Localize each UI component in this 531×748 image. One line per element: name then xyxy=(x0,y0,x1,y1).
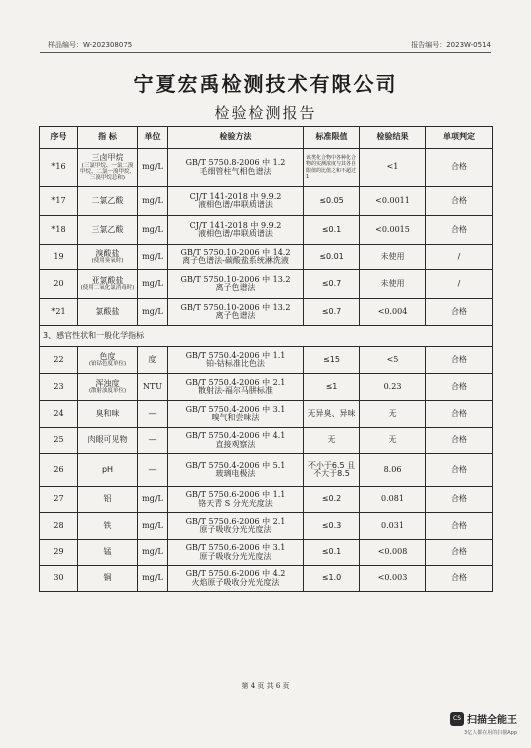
limit-cell: ≤0.1 xyxy=(304,216,360,245)
unit-cell: mg/L xyxy=(138,487,168,513)
method-cell xyxy=(168,187,304,216)
result-cell: <5 xyxy=(360,347,426,374)
method-standard: CJ/T 141-2018 中 9.9.2 xyxy=(189,220,282,230)
judgement-cell: 合格 xyxy=(426,216,493,245)
indicator-cell xyxy=(78,374,138,401)
table-row xyxy=(40,454,493,487)
indicator-name: pH xyxy=(101,464,114,474)
indicator-name: 锰 xyxy=(103,547,112,557)
judgement-cell: 合格 xyxy=(426,454,493,487)
indicator-name: 溴酸盐 xyxy=(95,248,120,258)
limit-cell: ≤1.0 xyxy=(304,566,360,592)
indicator-cell xyxy=(78,454,138,487)
method-name: 液相色谱/串联质谱法 xyxy=(198,229,273,238)
result-cell: <0.003 xyxy=(360,566,426,592)
col-no: 序号 xyxy=(40,127,78,149)
limit-cell: 该类化合物中各种化合物的实测浓度与其各自限值的比值之和不超过 1 xyxy=(304,149,360,187)
indicator-name: 三氯乙酸 xyxy=(91,224,124,234)
scanner-watermark xyxy=(450,708,517,736)
report-number: 报告编号：2023W-0514 xyxy=(411,41,491,49)
row-number: 30 xyxy=(40,566,78,592)
indicator-name: 氯酸盐 xyxy=(95,306,120,316)
table-row xyxy=(40,401,493,428)
indicator-cell xyxy=(78,149,138,187)
method-cell xyxy=(168,566,304,592)
result-cell: 未使用 xyxy=(360,245,426,270)
unit-cell: mg/L xyxy=(138,299,168,326)
indicator-name: 臭和味 xyxy=(95,408,120,418)
unit-cell: mg/L xyxy=(138,245,168,270)
judgement-cell: 合格 xyxy=(426,401,493,428)
limit-cell: ≤0.01 xyxy=(304,245,360,270)
unit-cell: 度 xyxy=(138,347,168,374)
row-number: 23 xyxy=(40,374,78,401)
limit-cell: ≤0.7 xyxy=(304,299,360,326)
result-cell: <1 xyxy=(360,149,426,187)
method-name: 离子色谱法 xyxy=(215,283,256,292)
row-number: 27 xyxy=(40,487,78,513)
indicator-name: 亚氯酸盐 xyxy=(91,275,124,285)
table-row xyxy=(40,374,493,401)
judgement-cell: 合格 xyxy=(426,347,493,374)
col-indicator: 指 标 xyxy=(78,127,138,149)
method-cell xyxy=(168,401,304,428)
unit-cell: mg/L xyxy=(138,540,168,566)
indicator-name: 三卤甲烷 xyxy=(91,153,124,163)
method-cell xyxy=(168,216,304,245)
method-cell xyxy=(168,487,304,513)
unit-cell: mg/L xyxy=(138,216,168,245)
result-cell: <0.008 xyxy=(360,540,426,566)
method-standard: GB/T 5750.8-2006 中 1.2 xyxy=(185,158,286,168)
method-name: 铂-钴标准比色法 xyxy=(206,359,265,368)
row-number: 26 xyxy=(40,454,78,487)
judgement-cell: 合格 xyxy=(426,299,493,326)
unit-cell: — xyxy=(138,428,168,454)
result-cell: <0.0015 xyxy=(360,216,426,245)
sample-number: 样品编号：W-202308075 xyxy=(48,41,133,49)
limit-cell: ≤15 xyxy=(304,347,360,374)
row-number: 29 xyxy=(40,540,78,566)
method-cell xyxy=(168,513,304,540)
method-name: 铬天青 S 分光光度法 xyxy=(198,498,273,508)
indicator-cell xyxy=(78,401,138,428)
result-cell: 无 xyxy=(360,401,426,428)
method-name: 液相色谱/串联质谱法 xyxy=(198,200,273,209)
method-name: 火焰原子吸收分光光度法 xyxy=(191,577,280,587)
method-standard: GB/T 5750.6-2006 中 1.1 xyxy=(185,490,286,500)
table-row xyxy=(40,347,493,374)
indicator-cell xyxy=(78,187,138,216)
indicator-name: 色度 xyxy=(99,351,116,361)
row-number: 20 xyxy=(40,270,78,299)
unit-cell: mg/L xyxy=(138,187,168,216)
limit-cell: ≤1 xyxy=(304,374,360,401)
scanner-tagline: 3亿人都在用的扫描App xyxy=(464,730,517,736)
col-limit: 标准限值 xyxy=(304,127,360,149)
col-method: 检验方法 xyxy=(168,127,304,149)
limit-cell: ≤0.05 xyxy=(304,187,360,216)
indicator-cell xyxy=(78,270,138,299)
method-cell xyxy=(168,454,304,487)
indicator-note: (散射浊度单位) xyxy=(88,388,127,395)
row-number: 24 xyxy=(40,401,78,428)
scanner-logo-icon: CS xyxy=(450,712,464,726)
method-standard: GB/T 5750.4-2006 中 5.1 xyxy=(185,460,286,470)
judgement-cell: 合格 xyxy=(426,428,493,454)
method-name: 离子色谱法-碳酸盐系统淋洗液 xyxy=(182,256,289,265)
table-row xyxy=(40,299,493,326)
table-row xyxy=(40,566,493,592)
col-result: 检验结果 xyxy=(360,127,426,149)
result-cell: 无 xyxy=(360,428,426,454)
unit-cell: mg/L xyxy=(138,513,168,540)
col-judgement: 单项判定 xyxy=(426,127,493,149)
judgement-cell: 合格 xyxy=(426,149,493,187)
method-standard: GB/T 5750.4-2006 中 2.1 xyxy=(185,377,286,387)
indicator-note: (铂钴色度单位) xyxy=(88,361,127,368)
col-unit: 单位 xyxy=(138,127,168,149)
indicator-note: (使用二氧化氯消毒时) xyxy=(80,285,135,292)
method-name: 毛细管柱气相色谱法 xyxy=(199,166,272,176)
method-standard: GB/T 5750.4-2006 中 1.1 xyxy=(185,350,286,360)
method-cell xyxy=(168,428,304,454)
table-row xyxy=(40,540,493,566)
table-row xyxy=(40,187,493,216)
section-title: 3、感官性状和一般化学指标 xyxy=(40,326,493,347)
method-standard: GB/T 5750.6-2006 中 2.1 xyxy=(185,516,286,526)
unit-cell: NTU xyxy=(138,374,168,401)
method-standard: GB/T 5750.10-2006 中 13.2 xyxy=(180,302,291,312)
method-name: 嗅气和尝味法 xyxy=(211,413,260,422)
row-number: 22 xyxy=(40,347,78,374)
indicator-cell xyxy=(78,566,138,592)
page-footer: 第 4 页 共 6 页 xyxy=(241,682,290,690)
limit-cell: ≤0.2 xyxy=(304,487,360,513)
limit-cell: ≤0.3 xyxy=(304,513,360,540)
judgement-cell: 合格 xyxy=(426,513,493,540)
method-standard: GB/T 5750.10-2006 中 14.2 xyxy=(180,247,291,257)
indicator-cell xyxy=(78,513,138,540)
judgement-cell: 合格 xyxy=(426,374,493,401)
method-name: 散射法-福尔马肼标准 xyxy=(198,386,273,395)
indicator-name: 浑浊度 xyxy=(95,378,120,388)
table-row xyxy=(40,513,493,540)
table-row xyxy=(40,245,493,270)
results-table xyxy=(39,126,493,592)
judgement-cell: 合格 xyxy=(426,487,493,513)
limit-cell: 无 xyxy=(304,428,360,454)
result-cell: 0.23 xyxy=(360,374,426,401)
indicator-cell xyxy=(78,216,138,245)
indicator-name: 铁 xyxy=(103,520,112,530)
limit-cell: 不小于6.5 且不大于8.5 xyxy=(304,454,360,487)
method-name: 直接观察法 xyxy=(215,439,256,449)
row-number: 19 xyxy=(40,245,78,270)
section-row xyxy=(40,326,493,347)
company-name: 宁夏宏禹检测技术有限公司 xyxy=(133,72,398,96)
method-name: 离子色谱法 xyxy=(215,311,256,320)
row-number: 28 xyxy=(40,513,78,540)
method-cell xyxy=(168,540,304,566)
result-cell: <0.004 xyxy=(360,299,426,326)
unit-cell: mg/L xyxy=(138,566,168,592)
method-standard: GB/T 5750.10-2006 中 13.2 xyxy=(180,274,291,284)
judgement-cell: 合格 xyxy=(426,540,493,566)
judgement-cell: / xyxy=(426,245,493,270)
row-number: *21 xyxy=(40,299,78,326)
method-cell xyxy=(168,270,304,299)
table-row xyxy=(40,270,493,299)
unit-cell: — xyxy=(138,401,168,428)
table-header-row xyxy=(40,127,493,149)
indicator-cell xyxy=(78,347,138,374)
method-standard: GB/T 5750.4-2006 中 3.1 xyxy=(185,404,286,414)
header-rule xyxy=(40,52,491,53)
indicator-name: 铝 xyxy=(103,494,112,504)
indicator-cell xyxy=(78,428,138,454)
method-standard: GB/T 5750.4-2006 中 4.1 xyxy=(185,431,286,441)
indicator-name: 二氯乙酸 xyxy=(91,195,124,205)
unit-cell: mg/L xyxy=(138,149,168,187)
method-name: 原子吸收分光光度法 xyxy=(199,551,272,561)
row-number: *18 xyxy=(40,216,78,245)
indicator-cell xyxy=(78,245,138,270)
unit-cell: mg/L xyxy=(138,270,168,299)
row-number: 25 xyxy=(40,428,78,454)
table-row xyxy=(40,149,493,187)
indicator-cell xyxy=(78,299,138,326)
table-row xyxy=(40,216,493,245)
method-standard: GB/T 5750.6-2006 中 3.1 xyxy=(185,543,286,553)
method-cell xyxy=(168,149,304,187)
indicator-cell xyxy=(78,540,138,566)
method-name: 原子吸收分光光度法 xyxy=(199,525,272,534)
method-cell xyxy=(168,245,304,270)
row-number: *17 xyxy=(40,187,78,216)
scanner-name: 扫描全能王 xyxy=(467,715,517,726)
indicator-note: (三氯甲烷、一氯二溴甲烷、二氯一溴甲烷、三溴甲烷总和) xyxy=(80,162,136,181)
table-row xyxy=(40,487,493,513)
indicator-cell xyxy=(78,487,138,513)
judgement-cell: / xyxy=(426,270,493,299)
result-cell: 0.081 xyxy=(360,487,426,513)
table-row xyxy=(40,428,493,454)
limit-cell: 无异臭、异味 xyxy=(304,401,360,428)
report-title: 检验检测报告 xyxy=(214,104,317,122)
row-number: *16 xyxy=(40,149,78,187)
result-cell: 未使用 xyxy=(360,270,426,299)
unit-cell: — xyxy=(138,454,168,487)
judgement-cell: 合格 xyxy=(426,187,493,216)
result-cell: <0.0011 xyxy=(360,187,426,216)
indicator-note: (使用臭氧时) xyxy=(91,258,124,265)
result-cell: 8.06 xyxy=(360,454,426,487)
method-standard: CJ/T 141-2018 中 9.9.2 xyxy=(189,191,282,201)
method-name: 玻璃电极法 xyxy=(215,469,256,478)
method-cell xyxy=(168,299,304,326)
indicator-name: 铜 xyxy=(103,573,112,583)
indicator-name: 肉眼可见物 xyxy=(87,435,128,445)
method-cell xyxy=(168,347,304,374)
limit-cell: ≤0.1 xyxy=(304,540,360,566)
method-standard: GB/T 5750.6-2006 中 4.2 xyxy=(185,569,286,579)
method-cell xyxy=(168,374,304,401)
limit-cell: ≤0.7 xyxy=(304,270,360,299)
result-cell: 0.031 xyxy=(360,513,426,540)
judgement-cell: 合格 xyxy=(426,566,493,592)
